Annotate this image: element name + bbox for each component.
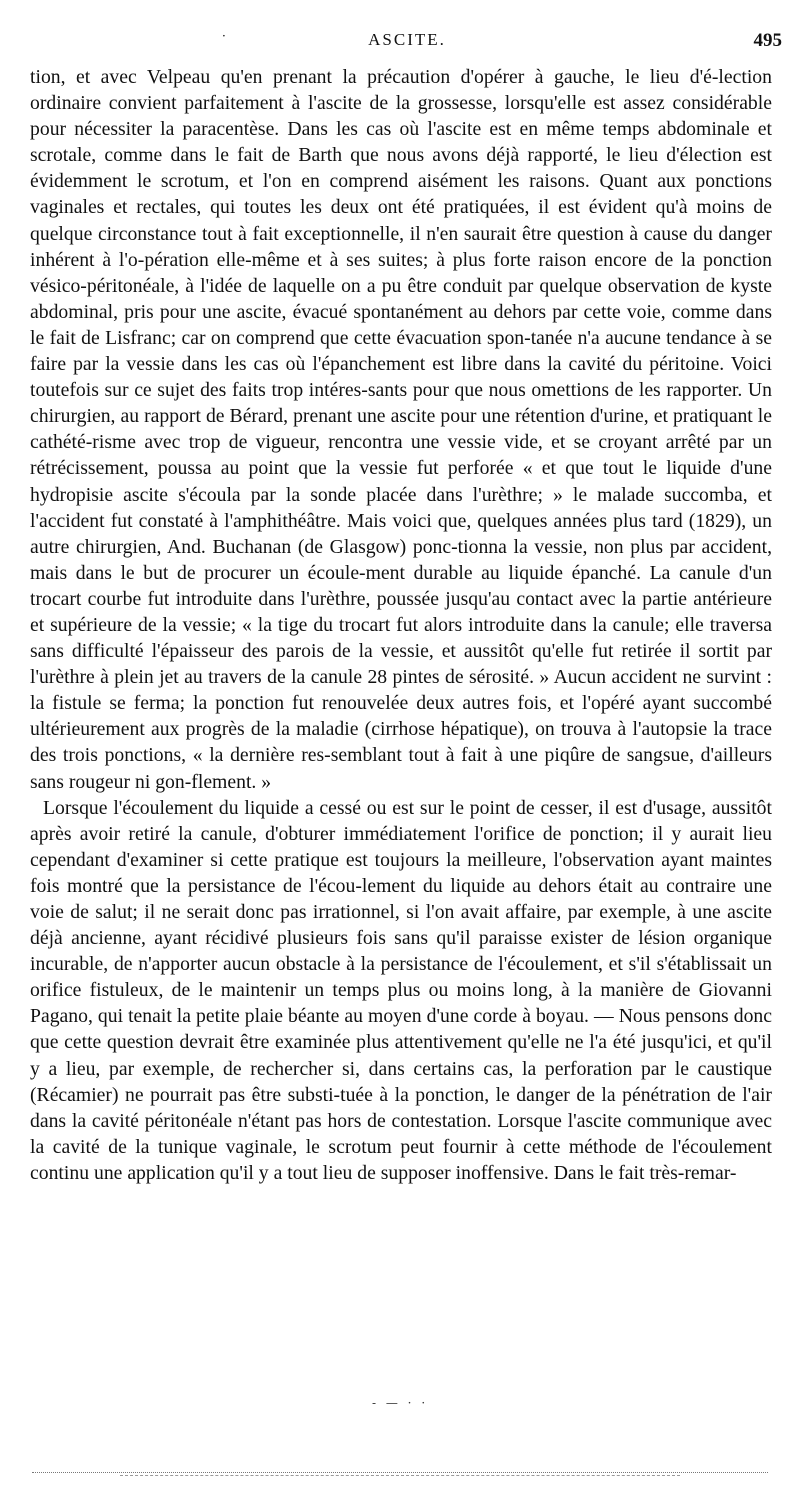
paragraph-2: Lorsque l'écoulement du liquide a cessé ou est sur le point de cesser, il est d'usage, aussitôt après avoir retiré la canule, d'obturer immédiatement l'orifice de ponction; il y aurait lieu cependant d'examiner si cette pratique est toujours la meilleure, l'observation ayant maintes fois montré que la persistance de l'écou-lement du liquide au dehors était au contraire une voie de salut; il ne serait donc pas irrationnel, si l'on avait affaire, par exemple, à une ascite déjà ancienne, ayant récidivé plusieurs fois sans qu'il paraisse exister de lésion organique incurable, de n'apporter aucun obstacle à la persistance de l'écoulement, et s'il s'établissait un orifice fistuleux, de le maintenir un temps plus ou moins long, à la manière de Giovanni Pagano, qui tenait la petite plaie béante au moyen d'une corde à boyau. — Nous pensons donc que cette question devrait être examinée plus attentivement qu'elle ne l'a été jusqu'ici, et qu'il y a lieu, par exemple, de rechercher si, dans certains cas, la perforation par le caustique (Récamier) ne pourrait pas être substi-tuée à la ponction, le danger de la pénétration de l'air dans la cavité péritonéale n'étant pas hors de contestation. Lorsque l'ascite communique avec la cavité de la tunique vaginale, le scrotum peut fournir à cette méthode de l'écoulement continu une application qu'il y a tout lieu de supposer inoffensive. Dans le fait très-remar-	[30, 796, 772, 1184]
running-title: ASCITE.	[368, 30, 446, 49]
body-text	[30, 64, 772, 1186]
running-header	[32, 30, 782, 56]
footer-ornament: - — · ·	[372, 1396, 429, 1410]
footer-dotted-rule	[32, 1472, 768, 1473]
paragraph-1: tion, et avec Velpeau qu'en prenant la précaution d'opérer à gauche, le lieu d'é-lection ordinaire convient parfaitement à l'ascite de la grossesse, lorsqu'elle est assez considérable pour nécessiter la paracentèse. Dans les cas où l'ascite est en même temps abdominale et scrotale, comme dans le fait de Barth que nous avons déjà rapporté, le lieu d'élection est évidemment le scrotum, et l'on en comprend aisément les raisons. Quant aux ponctions vaginales et rectales, qui toutes les deux ont été pratiquées, il est évident qu'à moins de quelque circonstance tout à fait exceptionnelle, il n'en saurait être question à cause du danger inhérent à l'o-pération elle-même et à ses suites; à plus forte raison encore de la ponction vésico-péritonéale, à l'idée de laquelle on a pu être conduit par quelque observation de kyste abdominal, pris pour une ascite, évacué spontanément au dehors par cette voie, comme dans le fait de Lisfranc; car on comprend que cette évacuation spon-tanée n'a aucune tendance à se faire par la vessie dans les cas où l'épanchement est libre dans la cavité du péritoine. Voici toutefois sur ce sujet des faits trop intéres-sants pour que nous omettions de les rapporter. Un chirurgien, au rapport de Bérard, prenant une ascite pour une rétention d'urine, et pratiquant le cathété-risme avec trop de vigueur, rencontra une vessie vide, et se croyant arrêté par un rétrécissement, poussa au point que la vessie fut perforée « et que tout le liquide d'une hydropisie ascite s'écoula par la sonde placée dans l'urèthre; » le malade succomba, et l'accident fut constaté à l'amphithéâtre. Mais voici que, quelques années plus tard (1829), un autre chirurgien, And. Buchanan (de Glasgow) ponc-tionna la vessie, non plus par accident, mais dans le but de procurer un écoule-ment durable au liquide épanché. La canule d'un trocart courbe fut introduite dans l'urèthre, poussée jusqu'au contact avec la partie antérieure et supérieure de la vessie; « la tige du trocart fut alors introduite dans la canule; elle traversa sans difficulté l'épaisseur des parois de la vessie, et aussitôt qu'elle fut retirée il sortit par l'urèthre à plein jet au travers de la canule 28 pintes de sérosité. » Aucun accident ne survint : la fistule se ferma; la ponction fut renouvelée deux autres fois, et l'opéré ayant succombé ultérieurement aux progrès de la maladie (cirrhose hépatique), on trouva à l'autopsie la trace des trois ponctions, « la dernière res-semblant tout à fait à une piqûre de sangsue, d'ailleurs sans rougeur ni gon-flement. »	[30, 66, 772, 793]
footer-dashed-rule	[120, 1475, 680, 1476]
header-mark: ·	[222, 29, 226, 43]
page-number: 495	[753, 30, 782, 51]
